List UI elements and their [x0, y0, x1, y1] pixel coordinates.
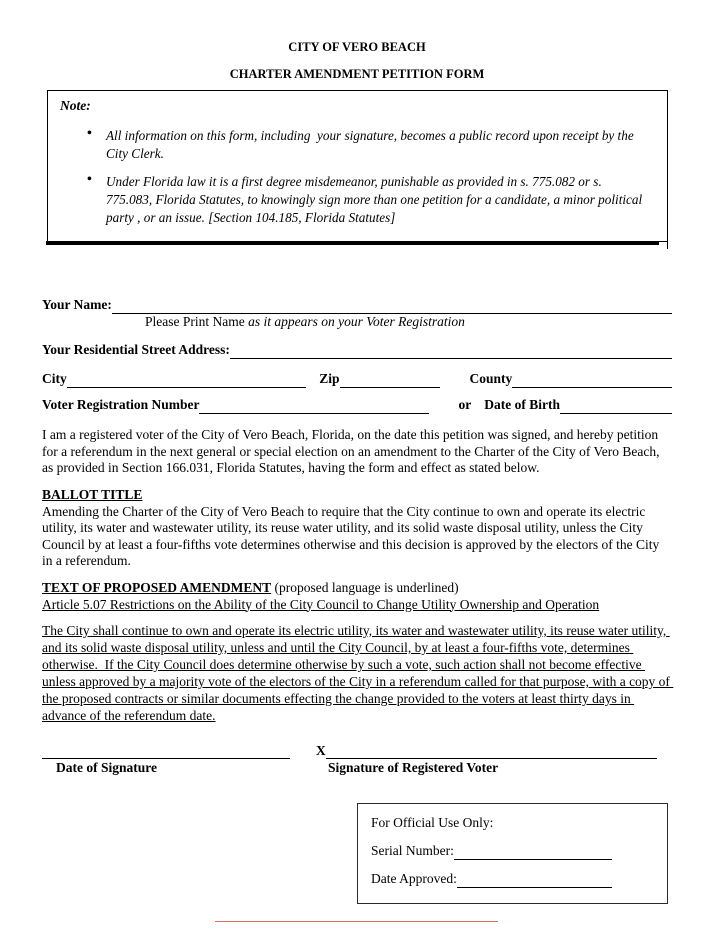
ballot-title-section: [42, 486, 672, 570]
city-zip-county-row: [42, 371, 672, 387]
address-row: [42, 342, 672, 358]
serial-number-row: [371, 843, 654, 859]
county-field[interactable]: [512, 373, 672, 388]
your-name-label: Your Name:: [42, 297, 112, 312]
serial-number-label: Serial Number:: [371, 843, 454, 858]
note-bullet-public-record: • All information on this form, including your signature, becomes a public record upon receipt by the City Clerk.: [106, 127, 647, 163]
date-approved-label: Date Approved:: [371, 871, 457, 886]
amendment-heading: TEXT OF PROPOSED AMENDMENT: [42, 579, 272, 595]
print-name-hint-regular: Please Print Name: [145, 314, 249, 329]
voter-signature-field[interactable]: [326, 744, 657, 759]
print-name-hint: [42, 314, 672, 330]
date-of-signature-field[interactable]: [42, 758, 290, 759]
signature-labels-row: [42, 760, 672, 776]
zip-field[interactable]: [340, 373, 440, 388]
dob-field[interactable]: [560, 399, 672, 414]
amendment-text: The City shall continue to own and operate its electric utility, its water and wastewater utility, its reuse water utility, and its solid waste disposal utility, unless and until the City Council, by at least a four-fifths vote, determines otherwise. If the City Council does determine otherwise by such a vote, such action shall not become effective unless approved by a majority vote of the electors of the City in a referendum called for that purpose, with a copy of the proposed contracts or similar documents effecting the change provided to the voters at least thirty days in advance of the referendum date.: [42, 623, 674, 723]
note-box: [47, 90, 668, 242]
x-mark: X: [316, 743, 326, 758]
signature-row: [42, 743, 672, 758]
note-label: Note:: [60, 98, 91, 113]
ballot-title-text: Amending the Charter of the City of Vero Beach to require that the City continue to own and operate its electric utility, its water and wastewater utility, its reuse water utility, and its solid waste disposal utility, unless the City Council by at least a four-fifths vote determines otherwise and this decision is approved by the electors of the City in a referendum.: [42, 503, 663, 568]
note-list: [60, 127, 655, 227]
note-bullet-florida-law: • Under Florida law it is a first degree misdemeanor, punishable as provided in s. 775.082 or s. 775.083, Florida Statutes, to knowingly sign more than one petition for a candidate, a minor political party , or an issue. [Section 104.185, Florida Statutes]: [106, 173, 647, 227]
dob-label: Date of Birth: [484, 397, 560, 412]
city-field[interactable]: [67, 373, 307, 388]
voter-signature-label: Signature of Registered Voter: [328, 760, 499, 775]
red-underline-mark: [215, 921, 498, 922]
amendment-section: [42, 579, 672, 725]
page-title: CITY OF VERO BEACH: [288, 40, 426, 54]
voter-reg-label: Voter Registration Number: [42, 397, 200, 412]
date-of-signature-label: Date of Signature: [56, 760, 157, 775]
county-label: County: [469, 371, 513, 386]
voter-reg-field[interactable]: [199, 399, 428, 414]
official-use-title: For Official Use Only:: [371, 815, 494, 830]
signature-col: [316, 743, 657, 758]
serial-number-field[interactable]: [454, 845, 612, 860]
ballot-title-heading: BALLOT TITLE: [42, 486, 143, 502]
voter-reg-row: [42, 397, 672, 413]
address-label: Your Residential Street Address:: [42, 342, 230, 357]
amendment-article: Article 5.07 Restrictions on the Ability of the City Council to Change Utility Ownership and Operation: [42, 596, 600, 612]
or-label: or: [458, 397, 472, 412]
print-name-hint-italic: as it appears on your Voter Registration: [248, 314, 465, 329]
city-label: City: [42, 371, 67, 386]
date-approved-field[interactable]: [457, 873, 612, 888]
date-approved-row: [371, 871, 654, 887]
official-use-box: [357, 803, 668, 904]
address-field[interactable]: [230, 344, 672, 359]
zip-label: Zip: [319, 371, 340, 386]
declaration-paragraph: I am a registered voter of the City of Vero Beach, Florida, on the date this petition was signed, and hereby petition for a referendum in the next general or special election on an amendment to the Charter of the City of Vero Beach, as provided in Section 166.031, Florida Statutes, having the form and effect as stated below.: [42, 427, 663, 475]
your-name-row: [42, 297, 672, 313]
your-name-field[interactable]: [112, 299, 672, 314]
date-signature-col: [42, 757, 290, 758]
form-title: CHARTER AMENDMENT PETITION FORM: [229, 67, 485, 81]
amendment-heading-note: (proposed language is underlined): [271, 579, 459, 595]
